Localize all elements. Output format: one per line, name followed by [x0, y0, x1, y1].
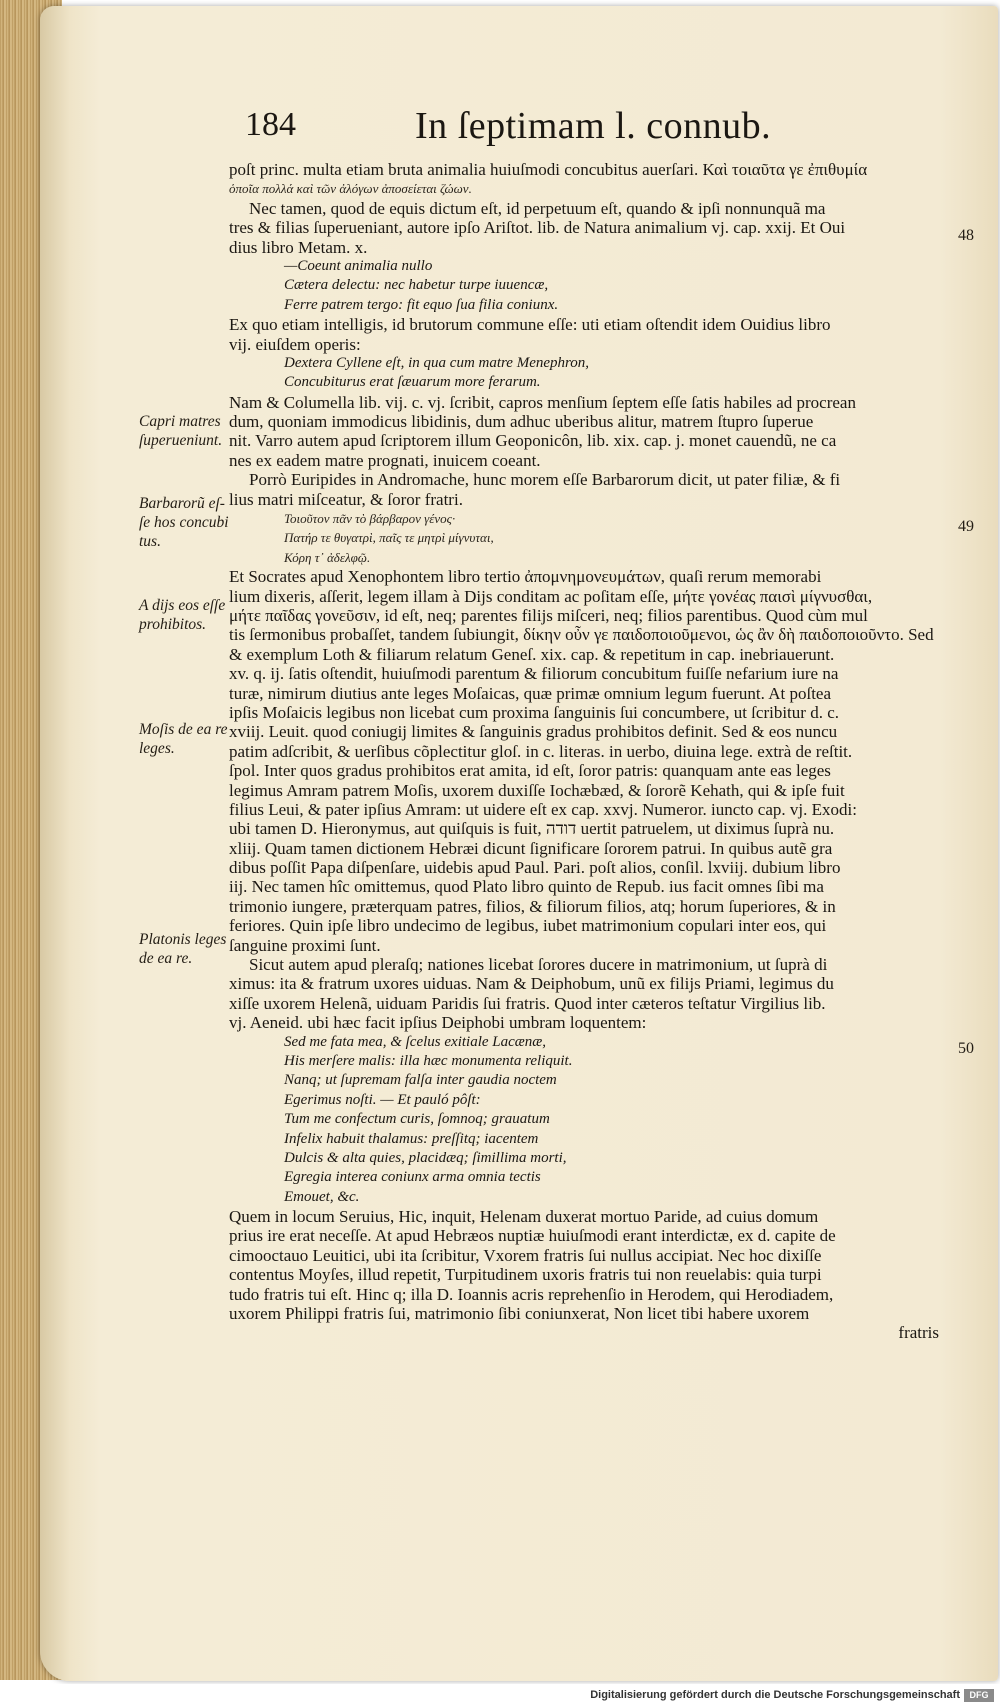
text-line: ubi tamen D. Hieronymus, aut quiſquis is fuit, דודה uertit patruelem, ut diximus ſuprà nu. [229, 819, 835, 839]
page-number: 184 [245, 106, 296, 143]
text-line: —Coeunt animalia nullo [284, 257, 433, 274]
text-line: turæ, nimirum diutius ante leges Moſaicas, quæ primæ omnium legum fuerunt. At poſtea [229, 683, 832, 703]
text-line: dius libro Metam. x. [229, 237, 368, 257]
margin-note-dijs [139, 596, 225, 634]
text-line: μήτε παῖδας γονεῦσιν, id eſt, neq; parentes filijs miſceri, neq; filios parentibus. Quod cùm mul [229, 605, 868, 625]
margin-note-barbarorum [139, 494, 229, 551]
text-line: trimonio iungere, præterquam patres, filios, & filiorum filios, atq; horum ſuperiores, & in [229, 896, 836, 916]
text-line: Dextera Cyllene eſt, in qua cum matre Menephron, [284, 354, 590, 371]
text-line: Egregia interea coniunx arma omnia tectis [284, 1169, 541, 1186]
line-number-49: 49 [958, 518, 974, 535]
text-line: & exemplum Loth & filiarum relatum Geneſ. xix. cap. & repetitum in cap. inebriauerunt. [229, 644, 835, 664]
text-line: feriores. Quin ipſe libro undecimo de legibus, iubet matrimonium copulari inter eos, qui [229, 916, 827, 936]
text-line: nes ex eadem matre prognati, inuicem coeant. [229, 450, 541, 470]
margin-note-line: Barbarorũ eſ- [139, 495, 225, 512]
text-line: Concubiturus erat ſæuarum more ferarum. [284, 374, 541, 391]
text-line: Τοιοῦτον πᾶν τὸ βάρβαρον γένος· [284, 511, 456, 527]
text-line: dibus poſſit Papa diſpenſare, uidebis apud Paul. Pari. poſt alios, conſil. lxviij. dubium libro [229, 858, 841, 878]
text-line: fratris [898, 1323, 939, 1343]
line-number-50: 50 [958, 1040, 974, 1057]
text-line: contentus Moyſes, illud repetit, Turpitudinem uxoris fratris tui non reuelabis: quia turpi [229, 1265, 822, 1285]
text-line: cimooctauo Leuitici, ubi ita ſcribitur, Vxorem fratris ſui nullus accipiat. Nec hoc dixiſſe [229, 1245, 822, 1265]
margin-note-line: de ea re. [139, 950, 193, 967]
text-line: Dulcis & alta quies, placidæq; ſimillima morti, [284, 1149, 567, 1166]
text-line: Egerimus noſti. — Et pauló pôſt: [284, 1091, 481, 1108]
text-line: nit. Varro autem apud ſcriptorem illum Geoponicôn, lib. xix. cap. j. monet cauendũ, ne ca [229, 431, 837, 451]
text-line: Nanq; ut ſupremam falſa inter gaudia noctem [284, 1072, 557, 1089]
line-number-48: 48 [958, 227, 974, 244]
text-line: Ferre patrem tergo: fit equo ſua filia coniunx. [284, 296, 559, 313]
text-line: Infelix habuit thalamus: preſſitq; iacentem [284, 1130, 539, 1147]
text-line: tudo fratris tui eſt. Hinc q; illa D. Ioannis acris reprehenſio in Herodem, qui Herodiadem, [229, 1284, 834, 1304]
margin-note-capri [139, 412, 222, 450]
text-line: lium dixeris, aſſerit, legem illam à Dijs conditam ac poſitam eſſe, μήτε γονέας παισὶ μίγνυσθαι, [229, 586, 873, 606]
text-line: His merſere malis: illa hæc monumenta reliquit. [284, 1052, 573, 1069]
margin-note-line: Capri matres [139, 413, 221, 430]
text-line: Emouet, &c. [284, 1188, 360, 1205]
dfg-logo: DFG [964, 1689, 994, 1702]
text-line: ſpol. Inter quos gradus prohibitos erat amita, id eſt, ſoror patris: quanquam ante eas leges [229, 761, 831, 781]
text-line: Πατήρ τε θυγατρὶ, παῖς τε μητρὶ μίγνυται, [284, 530, 494, 546]
margin-note-line: ſuperueniunt. [139, 432, 223, 449]
text-line: Porrò Euripides in Andromache, hunc morem eſſe Barbarorum dicit, ut pater filiæ, & fi [249, 470, 841, 490]
text-line: Nec tamen, quod de equis dictum eſt, id perpetuum eſt, quando & ipſi nonnunquã ma [249, 198, 826, 218]
page-header [245, 106, 865, 156]
margin-note-line: ſe hos concubi [139, 514, 229, 531]
text-line: Cætera delectu: nec habetur turpe iuuencæ, [284, 277, 549, 294]
margin-note-line: Platonis leges [139, 931, 227, 948]
text-line: ὁποῖα πολλά καὶ τῶν ἀλόγων ἀποσείεται ζώων. [229, 181, 472, 197]
text-line: legimus Amram patrem Moſis, uxorem duxiſſe Iochæbæd, & ſororẽ Kehath, qui & ipſe fuit [229, 780, 845, 800]
text-line: Quem in locum Seruius, Hic, inquit, Helenam duxerat mortuo Paride, ad cuius domum [229, 1207, 819, 1227]
text-line: tis ſermonibus probaſſet, tandem ſubiungit, δίκην οὖν γε παιδοποιοῦμενοι, ὡς ἂν δὴ παιδοποιοῦντο. Sed [229, 625, 934, 645]
text-line: Sicut autem apud pleraſq; nationes licebat ſorores ducere in matrimonium, ut ſuprà di [249, 955, 828, 975]
body-text [229, 160, 949, 1343]
text-line: Κόρη τ᾽ ἀδελφῷ. [284, 549, 371, 565]
text-line: poſt princ. multa etiam bruta animalia huiuſmodi concubitus auerſari. Καὶ τοιαῦτα γε ἐπιθυμία [229, 160, 868, 179]
text-line: uxorem Philippi fratris ſui, matrimonio ſibi coniunxerat, Non licet tibi habere uxorem [229, 1304, 810, 1324]
text-line: lius matri miſceatur, & ſoror fratri. [229, 489, 463, 509]
margin-note-mosis [139, 720, 228, 758]
text-line: ſanguine proximi ſunt. [229, 935, 381, 955]
margin-note-line: prohibitos. [139, 616, 207, 633]
text-line: dum, quoniam immodicus libidinis, dum adhuc uberibus alitur, matrem ſtupro ſuperue [229, 412, 814, 432]
footer-credit: Digitalisierung gefördert durch die Deutsche Forschungsgemeinschaft [590, 1689, 960, 1701]
text-line: ipſis Moſaicis legibus non licebat cum proxima ſanguinis ſui concumbere, ut ſcribitur d. c. [229, 702, 839, 722]
text-line: prius ire erat neceſſe. At apud Hebræos nuptiæ huiuſmodi erant interdictæ, ex d. capite de [229, 1226, 836, 1246]
text-line: Nam & Columella lib. vij. c. vj. ſcribit, capros menſium ſeptem eſſe ſatis habiles ad procrean [229, 392, 856, 412]
text-line: Tum me confectum curis, ſomnoq; grauatum [284, 1111, 550, 1128]
running-head: In ſeptimam l. connub. [415, 105, 772, 147]
text-line: filius Leui, & pater ipſius Amram: ut uidere eſt ex cap. xxvj. Numeror. iuncto cap. vj. Exodi: [229, 799, 857, 819]
margin-note-line: Moſis de ea re [139, 721, 228, 738]
text-line: iij. Nec tamen hîc omittemus, quod Plato libro quinto de Repub. ius facit omnes ſibi ma [229, 877, 824, 897]
digitization-footer [0, 1684, 1000, 1707]
text-line: tres & filias ſuperueniant, autore ipſo Ariſtot. lib. de Natura animalium vj. cap. xxij. Et Oui [229, 218, 846, 238]
text-line: xliij. Quam tamen dictionem Hebræi dicunt ſignificare ſororem patrui. In quibus autẽ gra [229, 838, 833, 858]
text-line: xv. q. ij. ſatis oſtendit, huiuſmodi parentum & filiorum concubitum fuiſſe nefarium iure na [229, 664, 839, 684]
text-line: Et Socrates apud Xenophontem libro tertio ἀπομνημονευμάτων, quaſi rerum memorabi [229, 567, 822, 587]
text-line: Ex quo etiam intelligis, id brutorum commune eſſe: uti etiam oſtendit idem Ouidius libro [229, 315, 831, 335]
margin-note-line: tus. [139, 533, 161, 550]
margin-note-line: A dijs eos eſſe [139, 597, 226, 614]
text-line: vj. Aeneid. ubi hæc facit ipſius Deiphobi umbram loquentem: [229, 1013, 647, 1033]
text-line: xiſſe uxorem Helenã, uiduam Paridis ſui fratris. Quod inter cæteros teſtatur Virgilius lib. [229, 993, 826, 1013]
margin-note-line: leges. [139, 740, 175, 757]
text-line: ximus: ita & fratrum uxores uiduas. Nam & Deiphobum, unũ ex filijs Priami, legimus du [229, 974, 834, 994]
margin-note-platonis [139, 930, 226, 968]
text-line: patim adſcribit, & uerſibus cõplectitur gloſ. in c. literas. in uerbo, diuina lege. extrà de reſtit. [229, 741, 853, 761]
text-line: xviij. Leuit. quod coniugij limites & ſanguinis gradus prohibitos definit. Sed & eos nuncu [229, 722, 838, 742]
text-line: Sed me fata mea, & ſcelus exitiale Lacænæ, [284, 1033, 547, 1050]
text-line: vij. eiuſdem operis: [229, 334, 361, 354]
